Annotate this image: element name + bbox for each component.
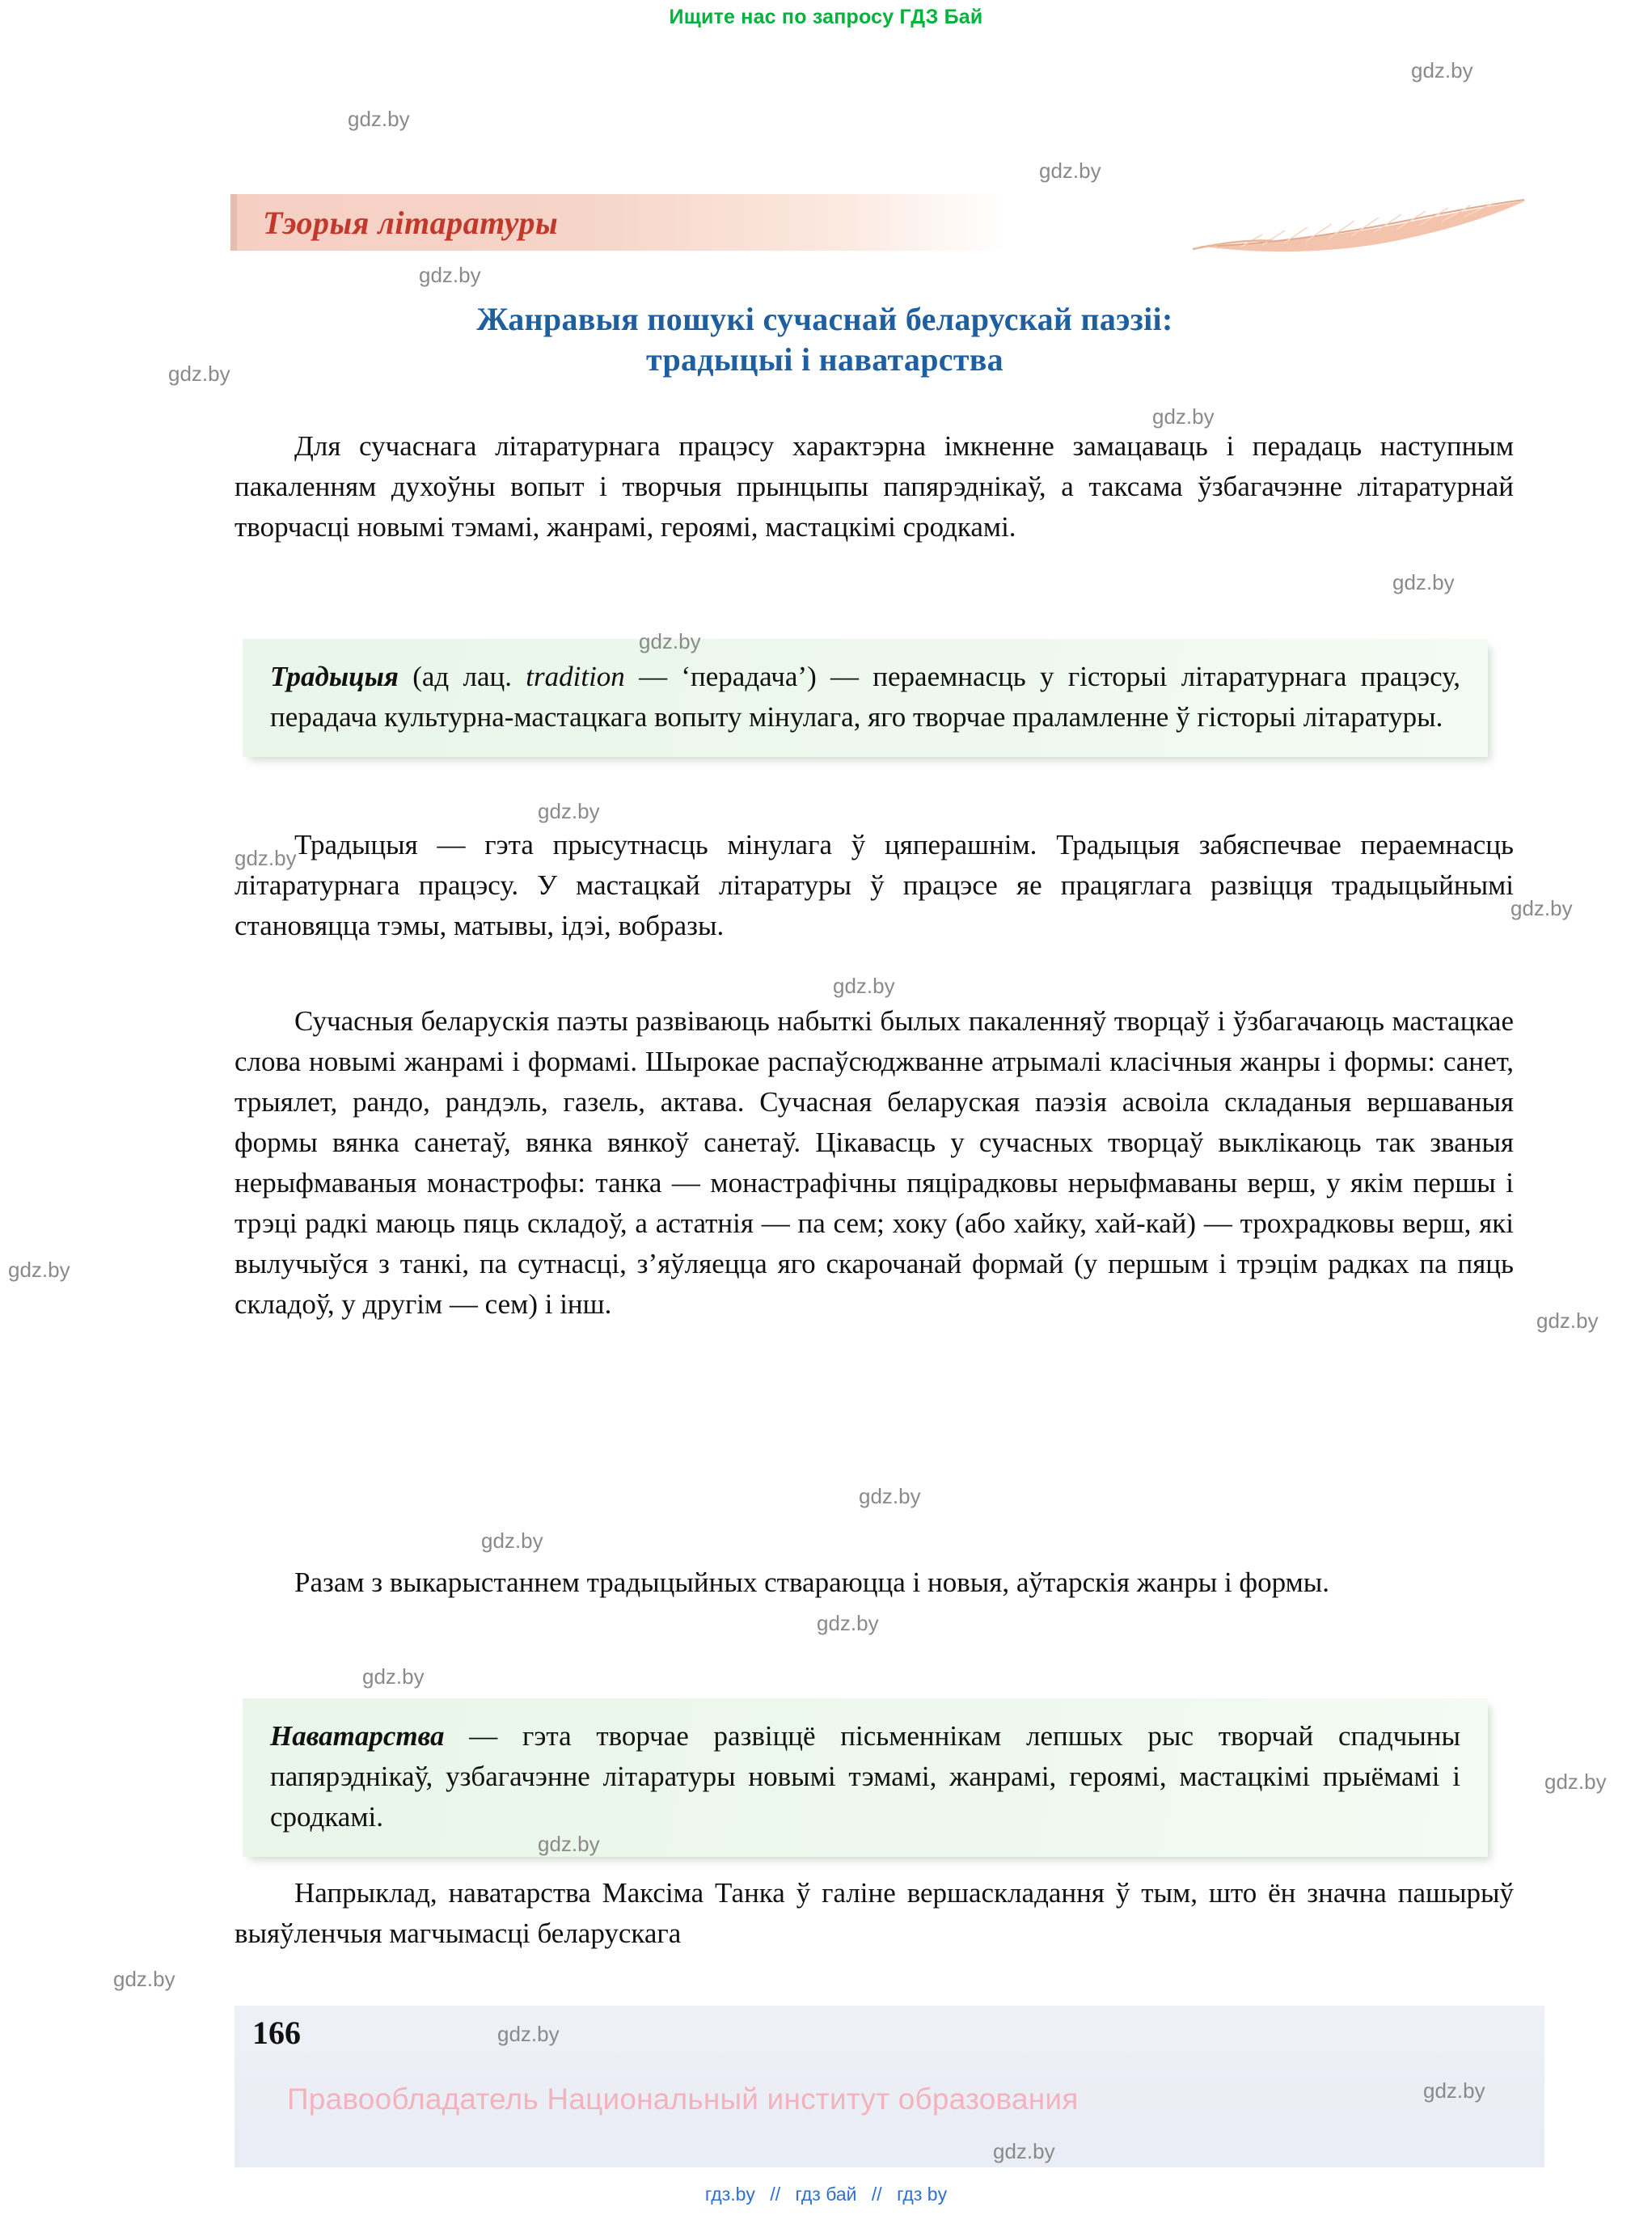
paragraph-4: Разам з выкарыстаннем традыцыйных ствараюцца і новыя, аўтарскія жанры і формы. xyxy=(294,1567,1329,1598)
watermark: gdz.by xyxy=(113,1967,175,1991)
watermark: gdz.by xyxy=(168,362,230,386)
definition-box-innovation xyxy=(243,1698,1488,1857)
paragraph-1: Для сучаснага літаратурнага працэсу характэрна імкненне замацаваць і перадаць наступным пакаленням духоўны вопыт і творчыя прынцыпы папярэднікаў, а таксама ўзбагачэнне літаратурнай творчасці новымі тэмамі, жанрамі, героямі, мастацкімі сродкамі. xyxy=(234,430,1514,543)
watermark: gdz.by xyxy=(362,1664,425,1689)
watermark: gdz.by xyxy=(1152,404,1215,429)
watermark: gdz.by xyxy=(1039,159,1101,183)
rubric-title: Тэорыя літаратуры xyxy=(263,205,559,241)
watermark: gdz.by xyxy=(419,263,481,287)
watermark: gdz.by xyxy=(481,1528,543,1553)
watermark: gdz.by xyxy=(639,629,701,653)
definition-term-tradition: Традыцыя xyxy=(270,661,399,692)
paragraph-3: Сучасныя беларускія паэты развіваюць набыткі былых пакаленняў творцаў і ўзбагачаюць мастацкае слова новымі жанрамі і формамі. Шырокае распаўсюджванне атрымалі класічныя жанры і формы: санет, трыялет, рандо, рандэль, газель, актава. Сучасная беларуская паэзія асвоіла складаныя вершаваныя формы вянка санетаў, вянка вянкоў санетаў. Цікавасць у сучасных творцаў выклікаюць так званыя нерыфмаваныя монастрофы: танка — монастрафічны пяцірадковы нерыфмаваны верш, у якім першы і трэці радкі маюць пяць складоў, а астатнія — па сем; хоку (або хайку, хай-кай) — трохрадковы верш, які вылучыўся з танкі, па сутнасці, з’яўляецца яго скарочанай формай (у першым і трэцім радках па пяць складоў, у другім — сем) і інш. xyxy=(234,1005,1514,1321)
watermark: gdz.by xyxy=(833,974,895,998)
rubric-header xyxy=(230,194,1358,251)
promo-banner-text: Ищите нас по запросу ГДЗ Бай xyxy=(669,6,983,28)
watermark: gdz.by xyxy=(538,799,600,823)
feather-icon xyxy=(1193,196,1532,260)
page-title-line-2: традыцыі і наватарства xyxy=(646,341,1003,378)
definition-text-innovation: — гэта творчае развіццё пісьменнікам лепшых рыс творчай спадчыны папярэднікаў, узбагачэнне літаратуры новымі тэмамі, жанрамі, героямі, мастацкімі прыёмамі і сродкамі. xyxy=(270,1720,1460,1833)
watermark: gdz.by xyxy=(1536,1309,1599,1333)
page-number: 166 xyxy=(252,2015,301,2051)
definition-open-tradition: (ад лац. xyxy=(398,661,526,692)
watermark: gdz.by xyxy=(348,107,410,131)
watermark: gdz.by xyxy=(1411,58,1473,82)
watermark: gdz.by xyxy=(859,1484,921,1508)
watermark: gdz.by xyxy=(1544,1769,1607,1794)
bottom-link-3[interactable]: гдз by xyxy=(897,2184,948,2205)
bottom-link-sep-1: // xyxy=(770,2184,781,2205)
page-title-line-1: Жанравыя пошукі сучаснай беларускай паэзіі: xyxy=(476,301,1173,337)
bottom-link-sep-2: // xyxy=(871,2184,882,2205)
paragraph-2: Традыцыя — гэта прысутнасць мінулага ў цяперашнім. Традыцыя забяспечвае пераемнасць літаратурнага працэсу. У мастацкай літаратуры ў працэсе яе працяглага развіцця традыцыйнымі становяцца тэмы, матывы, ідэі, вобразы. xyxy=(234,829,1514,942)
watermark: gdz.by xyxy=(538,1832,600,1856)
definition-latin-tradition: tradition xyxy=(526,661,625,692)
bottom-links xyxy=(0,2184,1652,2205)
watermark: gdz.by xyxy=(497,2022,560,2046)
watermark: gdz.by xyxy=(234,846,297,870)
definition-text-tradition: — ‘перадача’) — пераемнасць у гісторыі літаратурнага працэсу, перадача культурна-мастацкага вопыту мінулага, яго творчае праламленне ў гісторыі літаратуры. xyxy=(270,661,1460,734)
definition-term-innovation: Наватарства xyxy=(270,1720,445,1752)
bottom-link-1[interactable]: гдз.by xyxy=(704,2184,755,2205)
copyright-notice: Правообладатель Национальный институт образования xyxy=(287,2082,1079,2116)
watermark: gdz.by xyxy=(817,1611,879,1635)
watermark: gdz.by xyxy=(1423,2078,1485,2103)
definition-box-tradition xyxy=(243,639,1488,757)
watermark: gdz.by xyxy=(993,2139,1055,2163)
watermark: gdz.by xyxy=(8,1258,70,1282)
bottom-link-2[interactable]: гдз бай xyxy=(795,2184,857,2205)
paragraph-5: Напрыклад, наватарства Максіма Танка ў галіне вершаскладання ў тым, што ён значна пашырыў выяўленчыя магчымасці беларускага xyxy=(234,1877,1514,1950)
page-title xyxy=(243,299,1407,380)
watermark: gdz.by xyxy=(1392,570,1455,594)
watermark: gdz.by xyxy=(1510,896,1573,920)
